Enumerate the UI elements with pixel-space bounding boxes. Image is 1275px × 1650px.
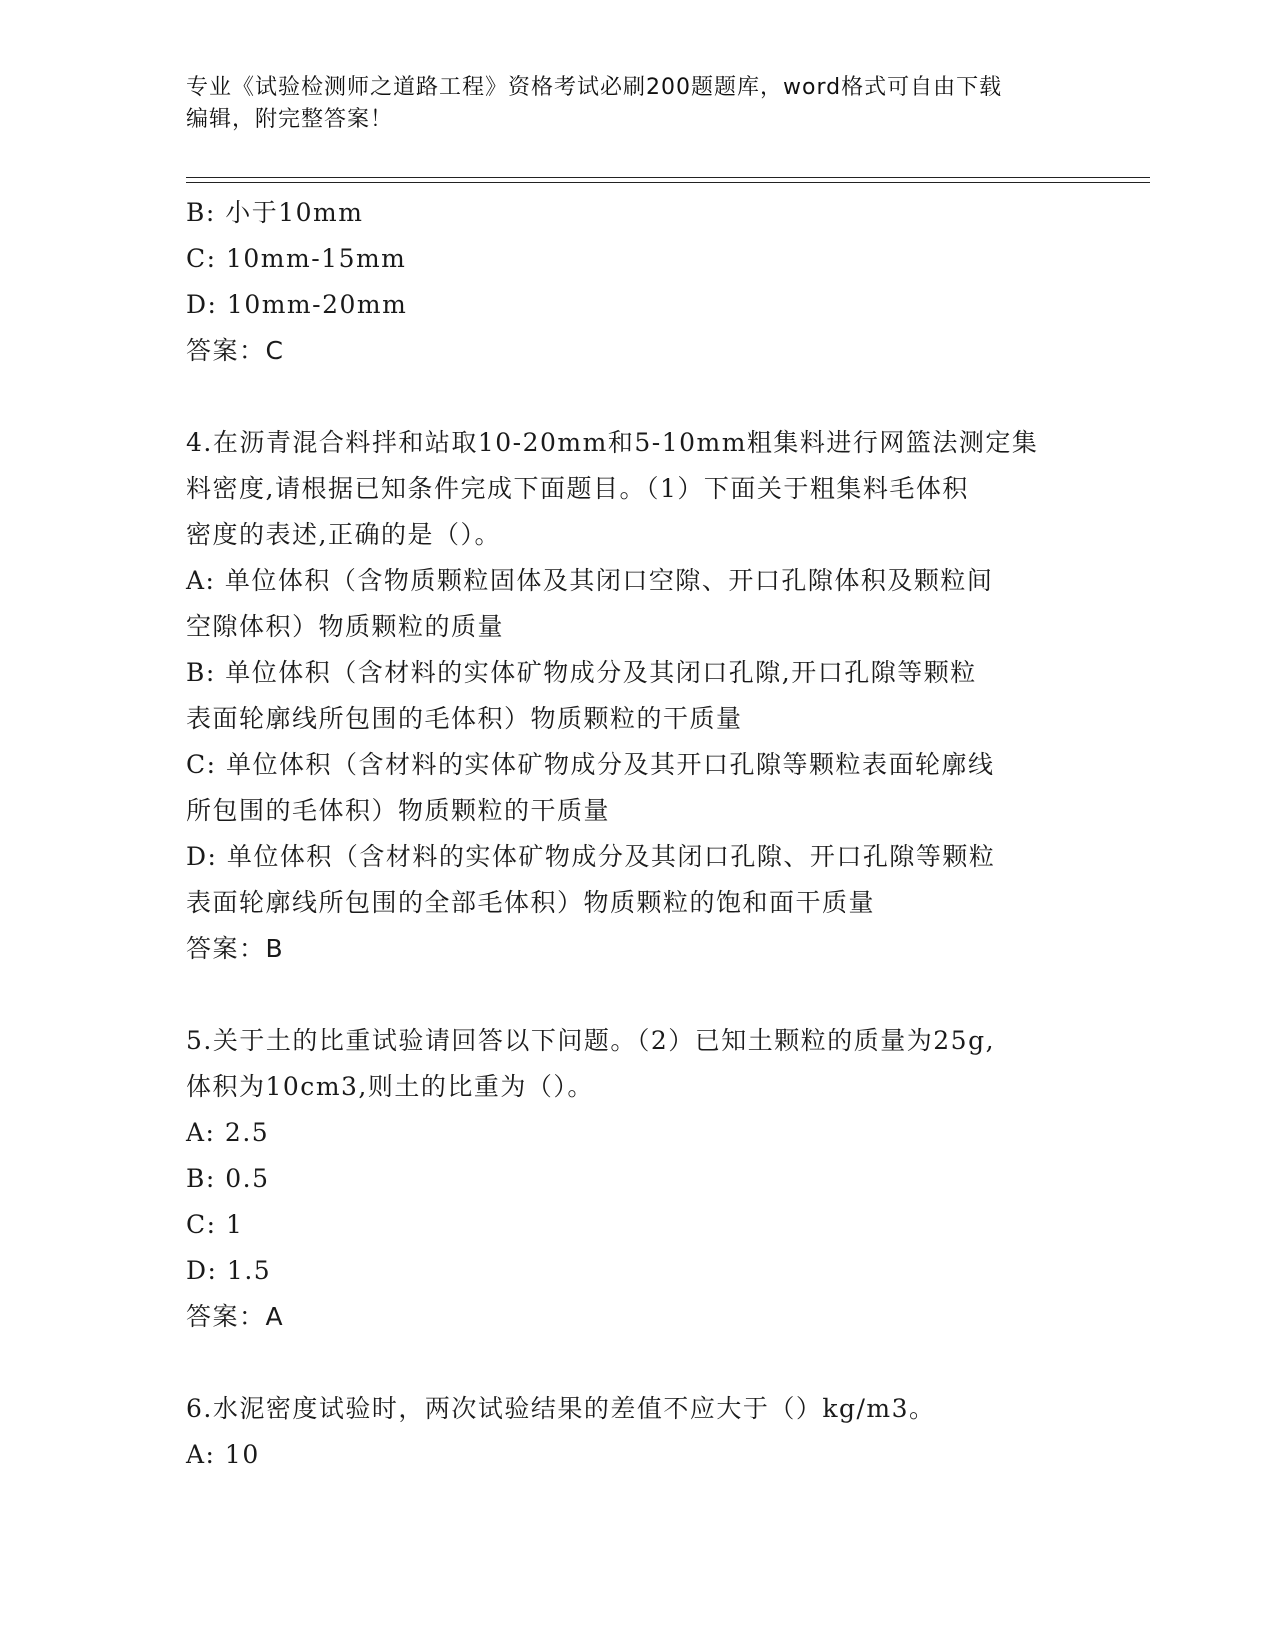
question-stem-line: 5.关于土的比重试验请回答以下问题。（2）已知土颗粒的质量为25g, <box>186 1026 996 1055</box>
option-line: D: 1.5 <box>186 1256 272 1285</box>
option-line: B: 0.5 <box>186 1164 270 1193</box>
question-stem-line: 体积为10cm3,则土的比重为（）。 <box>186 1072 594 1101</box>
question-5 <box>186 1018 1086 1340</box>
option-line: 表面轮廓线所包围的全部毛体积）物质颗粒的饱和面干质量 <box>186 888 876 917</box>
option-line: A: 单位体积（含物质颗粒固体及其闭口空隙、开口孔隙体积及颗粒间 <box>186 566 994 595</box>
question-stem-line: 料密度,请根据已知条件完成下面题目。（1）下面关于粗集料毛体积 <box>186 474 969 503</box>
question-6 <box>186 1386 1086 1478</box>
option-line: B: 单位体积（含材料的实体矿物成分及其闭口孔隙,开口孔隙等颗粒 <box>186 658 977 687</box>
answer-line: 答案：C <box>186 336 285 365</box>
option-line: C: 10mm-15mm <box>186 244 407 273</box>
option-line: D: 10mm-20mm <box>186 290 408 319</box>
spacer <box>186 972 1086 1018</box>
option-line: 空隙体积）物质颗粒的质量 <box>186 612 505 641</box>
option-line: C: 单位体积（含材料的实体矿物成分及其开口孔隙等颗粒表面轮廓线 <box>186 750 995 779</box>
option-line: B: 小于10mm <box>186 198 364 227</box>
document-header <box>186 72 1086 136</box>
spacer <box>186 374 1086 420</box>
answer-line: 答案：B <box>186 934 285 963</box>
header-line-1: 专业《试验检测师之道路工程》资格考试必刷200题题库，word格式可自由下载 <box>186 75 1003 100</box>
header-divider-bottom <box>186 182 1150 183</box>
question-stem-line: 6.水泥密度试验时，两次试验结果的差值不应大于（）kg/m3。 <box>186 1394 936 1423</box>
option-line: A: 2.5 <box>186 1118 270 1147</box>
option-line: C: 1 <box>186 1210 244 1239</box>
header-divider-top <box>186 177 1150 178</box>
header-line-2: 编辑，附完整答案！ <box>186 107 394 132</box>
option-line: 所包围的毛体积）物质颗粒的干质量 <box>186 796 611 825</box>
question-3 <box>186 190 1086 374</box>
option-line: A: 10 <box>186 1440 260 1469</box>
question-stem-line: 4.在沥青混合料拌和站取10-20mm和5-10mm粗集料进行网篮法测定集 <box>186 428 1039 457</box>
spacer <box>186 1340 1086 1386</box>
option-line: D: 单位体积（含材料的实体矿物成分及其闭口孔隙、开口孔隙等颗粒 <box>186 842 996 871</box>
question-stem-line: 密度的表述,正确的是（）。 <box>186 520 501 549</box>
question-content <box>186 190 1086 1478</box>
question-4 <box>186 420 1086 972</box>
answer-line: 答案：A <box>186 1302 285 1331</box>
option-line: 表面轮廓线所包围的毛体积）物质颗粒的干质量 <box>186 704 743 733</box>
